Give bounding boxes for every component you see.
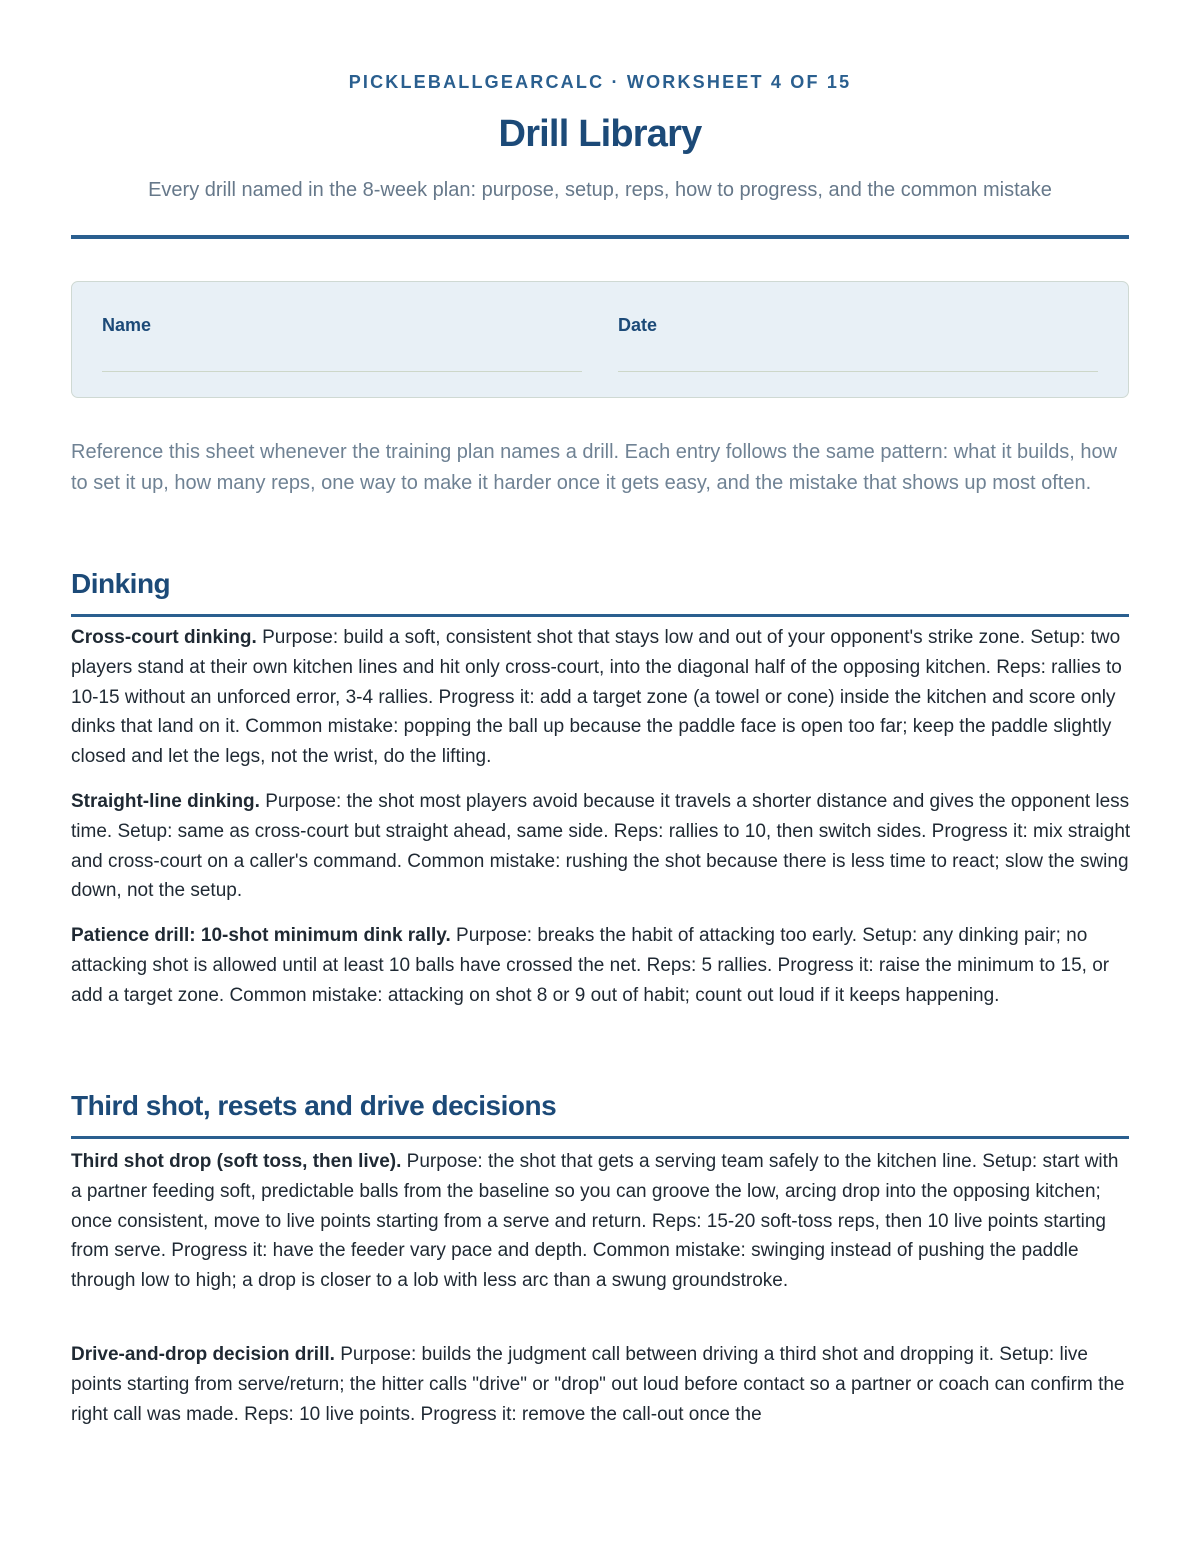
drill-name: Drive-and-drop decision drill.	[71, 1344, 335, 1365]
worksheet-eyebrow: PICKLEBALLGEARCALC · WORKSHEET 4 OF 15	[348, 72, 852, 92]
drill-description: Purpose: the shot most players avoid because it travels a shorter distance and gives the opponent less time. Setup: same as cross-court but straight ahead, same side. Reps: rallies to 10, then switch sides. Progress it: mix straight and cross-court on a caller's command. Common mistake: rushing the shot because there is less time to react; slow the swing down, not the setup.	[71, 791, 1131, 902]
drill-description: Purpose: build a soft, consistent shot that stays low and out of your opponent's strike zone. Setup: two players stand at their own kitchen lines and hit only cross-court, into the diagonal half of the opposing kitchen. Reps: rallies to 10-15 without an unforced error, 3-4 rallies. Progress it: add a target zone (a towel or cone) inside the kitchen and score only dinks that land on it. Common mistake: popping the ball up because the paddle face is open too far; keep the paddle slightly closed and let the legs, not the wrist, do the lifting.	[71, 627, 1122, 768]
drill-name: Third shot drop (soft toss, then live).	[71, 1151, 402, 1172]
section-heading-third-shot: Third shot, resets and drive decisions	[71, 1090, 557, 1121]
drill-entry-third-shot-drop	[71, 1147, 1133, 1296]
drill-description: Purpose: builds the judgment call between driving a third shot and dropping it. Setup: live points starting from serve/return; the hitter calls "drive" or "drop" out loud before contact so a partner or coach can confirm the right call was made. Reps: 10 live points. Progress it: remove the call-out once the	[71, 1344, 1125, 1425]
drill-entry-straight-line-dinking	[71, 787, 1133, 906]
header-divider	[71, 235, 1129, 239]
intro-paragraph: Reference this sheet whenever the training plan names a drill. Each entry follows the same pattern: what it builds, how to set it up, how many reps, one way to make it harder once it gets easy, and the mistake that shows up most often.	[71, 441, 1118, 494]
page-subtitle: Every drill named in the 8-week plan: purpose, setup, reps, how to progress, and the common mistake	[148, 179, 1052, 201]
section-divider-third-shot	[71, 1136, 1129, 1139]
drill-name: Straight-line dinking.	[71, 791, 260, 812]
drill-name: Cross-court dinking.	[71, 627, 257, 648]
drill-entry-drive-and-drop	[71, 1340, 1133, 1429]
page-title: Drill Library	[498, 113, 702, 155]
drill-description: Purpose: breaks the habit of attacking too early. Setup: any dinking pair; no attacking shot is allowed until at least 10 balls have crossed the net. Reps: 5 rallies. Progress it: raise the minimum to 15, or add a target zone. Common mistake: attacking on shot 8 or 9 out of habit; count out loud if it keeps happening.	[71, 925, 1110, 1006]
section-divider-dinking	[71, 614, 1129, 617]
name-field-label: Name	[102, 315, 152, 335]
section-heading-dinking: Dinking	[71, 568, 171, 599]
date-write-line[interactable]	[618, 371, 1098, 372]
drill-name: Patience drill: 10-shot minimum dink rally.	[71, 925, 451, 946]
drill-entry-patience-drill	[71, 921, 1133, 1010]
drill-description: Purpose: the shot that gets a serving team safely to the kitchen line. Setup: start with a partner feeding soft, predictable balls from the baseline so you can groove the low, arcing drop into the opposing kitchen; once consistent, move to live points starting from a serve and return. Reps: 15-20 soft-toss reps, then 10 live points starting from serve. Progress it: have the feeder vary pace and depth. Common mistake: swinging instead of pushing the paddle through low to high; a drop is closer to a lob with less arc than a swung groundstroke.	[71, 1151, 1119, 1292]
drill-entry-cross-court-dinking	[71, 623, 1133, 772]
date-field-label: Date	[618, 315, 658, 335]
name-date-box	[71, 281, 1129, 398]
date-field[interactable]	[618, 315, 1098, 336]
name-field[interactable]	[102, 315, 582, 336]
name-write-line[interactable]	[102, 371, 582, 372]
